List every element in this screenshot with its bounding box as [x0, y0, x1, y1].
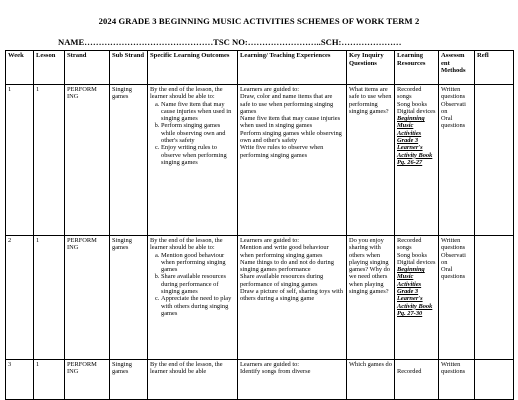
inquiry-cell: Which games do: [347, 360, 395, 400]
assessment-item: Oral questions: [441, 115, 466, 130]
experience-line: Identify songs from diverse: [240, 368, 311, 376]
outcomes-list: [150, 101, 235, 167]
resources-cell: [395, 360, 439, 400]
document-title: 2024 GRADE 3 BEGINNING MUSIC ACTIVITIES SCHEMES OF WORK TERM 2: [98, 16, 420, 26]
outcome-item: c. Enjoy writing rules to observe when performing singing games: [161, 144, 235, 166]
experience-line: Share available resources during performance of singing games: [240, 273, 324, 288]
sub-strand-cell: Singing games: [110, 85, 148, 236]
experience-line: Mention and write good behaviour when performing singing games: [240, 244, 329, 259]
table-header-row: [6, 51, 514, 85]
schemes-of-work-table: [5, 50, 514, 400]
experience-line: Write five rules to observe when performing singing games: [240, 144, 324, 159]
week-cell: 2: [6, 236, 34, 360]
table-row: [6, 360, 514, 400]
week-cell: 1: [6, 85, 34, 236]
experiences-cell: [238, 85, 347, 236]
column-header-sub-strand: Sub Strand: [110, 51, 148, 85]
assessment-item: Oral questions: [441, 266, 466, 281]
resource-reference: Grade 3: [397, 137, 419, 145]
assessment-item: Written questions: [441, 237, 466, 252]
experience-line: Perform singing games while observing own and other's safety: [240, 129, 342, 145]
lesson-cell: 1: [34, 236, 65, 360]
inquiry-cell: What items are safe to use when performing singing games?: [347, 85, 395, 236]
resource-item: Recorded songs: [397, 86, 422, 101]
column-header-experiences: Learning/ Teaching Experiences: [238, 51, 347, 85]
resource-reference: Pg. 26-27: [397, 158, 423, 166]
outcomes-intro: By the end of the lesson, the learner should be able to:: [150, 86, 223, 101]
resources-cell: [395, 236, 439, 360]
inquiry-cell: Do you enjoy sharing with others when playing singing games? Why do we need others when playing singing games?: [347, 236, 395, 360]
resource-reference: Pg. 27-30: [397, 309, 423, 317]
outcome-item: b. Perform singing games while observing own and other's safety: [161, 122, 235, 144]
assessment-cell: [439, 85, 475, 236]
resource-item: Recorded songs: [397, 237, 422, 252]
experience-line: Learners are guided to:: [240, 237, 300, 244]
outcomes-cell: By the end of the lesson, the learner should be able: [148, 360, 238, 400]
column-header-refl: Refl: [475, 51, 514, 85]
refl-cell: [475, 236, 514, 360]
teacher-details-line: NAME………………………………………TSC NO:……………………..SCH:…………………: [58, 37, 402, 47]
refl-cell: [475, 85, 514, 236]
experiences-cell: [238, 236, 347, 360]
column-header-resources: Learning Resources: [395, 51, 439, 85]
strand-cell: PERFORM ING: [65, 236, 110, 360]
week-cell: 3: [6, 360, 34, 400]
resource-item: Digital devices: [397, 258, 436, 266]
resource-reference: Learner's Activity Book: [397, 295, 433, 310]
experience-line: Learners are guided to:: [240, 86, 300, 93]
strand-cell: PERFORM ING: [65, 360, 110, 400]
refl-cell: [475, 360, 514, 400]
experience-line: Draw, color and name items that are safe to use when performing singing games: [240, 93, 334, 115]
outcomes-cell: [148, 85, 238, 236]
outcome-item: b. Share available resources during performance of singing games: [161, 273, 235, 295]
outcome-item: c. Appreciate the need to play with others during singing games: [161, 295, 235, 317]
resource-item: Song books: [397, 100, 428, 108]
assessment-cell: [439, 360, 475, 400]
experience-line: Draw a picture of self, sharing toys with others during a singing game: [240, 288, 343, 303]
strand-cell: PERFORM ING: [65, 85, 110, 236]
assessment-item: Observati on: [441, 100, 466, 115]
outcome-item: a. Mention good behaviour when performing singing games: [161, 252, 235, 274]
outcome-item: a. Name five item that may cause injuries when used in singing games: [161, 101, 235, 123]
resource-item: Digital devices: [397, 107, 436, 115]
sub-strand-cell: Singing games: [110, 236, 148, 360]
resource-reference: Beginning Music Activities: [397, 115, 425, 137]
column-header-strand: Strand: [65, 51, 110, 85]
lesson-cell: 1: [34, 360, 65, 400]
column-header-inquiry: Key Inquiry Questions: [347, 51, 395, 85]
resource-reference: Learner's Activity Book: [397, 144, 433, 159]
assessment-cell: [439, 236, 475, 360]
outcomes-intro: By the end of the lesson, the learner should be able to:: [150, 237, 223, 252]
table-row: [6, 85, 514, 236]
assessment-item: Written questions: [441, 86, 466, 101]
column-header-lesson: Lesson: [34, 51, 65, 85]
resource-item: Song books: [397, 251, 428, 259]
resource-reference: Grade 3: [397, 288, 419, 296]
resources-cell: [395, 85, 439, 236]
column-header-assessment: Assessm ent Methods: [439, 51, 475, 85]
column-header-outcomes: Specific Learning Outcomes: [148, 51, 238, 85]
table-row: [6, 236, 514, 360]
experience-line: Name things to do and not do during singing games performance: [240, 258, 334, 274]
experience-line: Name five item that may cause injuries when used in singing games: [240, 115, 341, 130]
sub-strand-cell: Singing games: [110, 360, 148, 400]
lesson-cell: 1: [34, 85, 65, 236]
outcomes-cell: [148, 236, 238, 360]
resource-reference: Beginning Music Activities: [397, 266, 425, 288]
assessment-item: Written questions: [441, 361, 466, 376]
resource-item: Recorded: [397, 368, 422, 375]
experiences-cell: [238, 360, 347, 400]
outcomes-list: [150, 252, 235, 318]
experience-line: Learners are guided to:: [240, 361, 300, 368]
assessment-item: Observati on: [441, 251, 466, 266]
column-header-week: Week: [6, 51, 34, 85]
